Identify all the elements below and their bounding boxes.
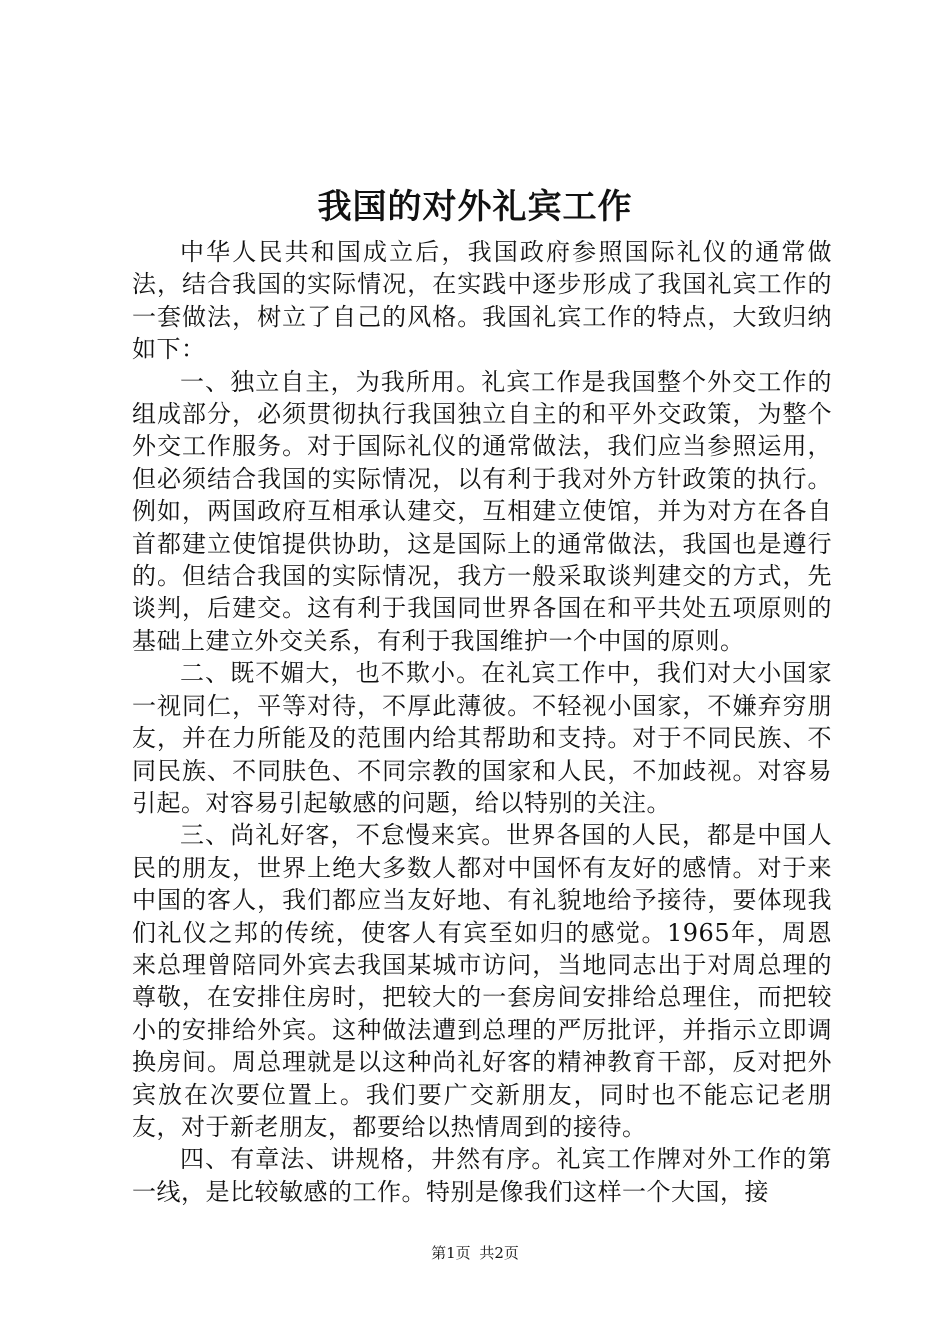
paragraph-point-2: 二、既不媚大，也不欺小。在礼宾工作中，我们对大小国家一视同仁，平等对待，不厚此薄彼。不轻视小国家，不嫌弃穷朋友，并在力所能及的范围内给其帮助和支持。对于不同民族、不同民族、不同肤色、不同宗教的国家和人民，不加歧视。对容易引起。对容易引起敏感的问题，给以特别的关注。 (132, 659, 832, 817)
paragraph-point-4: 四、有章法、讲规格，井然有序。礼宾工作牌对外工作的第一线，是比较敏感的工作。特别是像我们这样一个大国，接 (132, 1145, 832, 1206)
page-number: 第1页 (431, 1244, 471, 1262)
document-body (132, 236, 832, 1208)
paragraph-point-3: 三、尚礼好客，不怠慢来宾。世界各国的人民，都是中国人民的朋友，世界上绝大多数人都对中国怀有友好的感情。对于来中国的客人，我们都应当友好地、有礼貌地给予接待，要体现我们礼仪之邦的传统，使客人有宾至如归的感觉。1965年，周恩来总理曾陪同外宾去我国某城市访问，当地同志出于对周总理的尊敬，在安排住房时，把较大的一套房间安排给总理住，而把较小的安排给外宾。这种做法遭到总理的严厉批评，并指示立即调换房间。周总理就是以这种尚礼好客的精神教育干部，反对把外宾放在次要位置上。我们要广交新朋友，同时也不能忘记老朋友，对于新老朋友，都要给以热情周到的接待。 (132, 821, 832, 1141)
paragraph-point-1: 一、独立自主，为我所用。礼宾工作是我国整个外交工作的组成部分，必须贯彻执行我国独立自主的和平外交政策，为整个外交工作服务。对于国际礼仪的通常做法，我们应当参照运用，但必须结合我国的实际情况，以有利于我对外方针政策的执行。例如，两国政府互相承认建交，互相建立使馆，并为对方在各自首都建立使馆提供协助，这是国际上的通常做法，我国也是遵行的。但结合我国的实际情况，我方一般采取谈判建交的方式，先谈判，后建交。这有利于我国同世界各国在和平共处五项原则的基础上建立外交关系，有利于我国维护一个中国的原则。 (132, 367, 832, 655)
page-total: 共2页 (479, 1244, 519, 1262)
document-title: 我国的对外礼宾工作 (317, 187, 633, 227)
paragraph-intro: 中华人民共和国成立后，我国政府参照国际礼仪的通常做法，结合我国的实际情况，在实践中逐步形成了我国礼宾工作的一套做法，树立了自己的风格。我国礼宾工作的特点，大致归纳如下： (132, 238, 832, 364)
page-footer (0, 1242, 950, 1264)
